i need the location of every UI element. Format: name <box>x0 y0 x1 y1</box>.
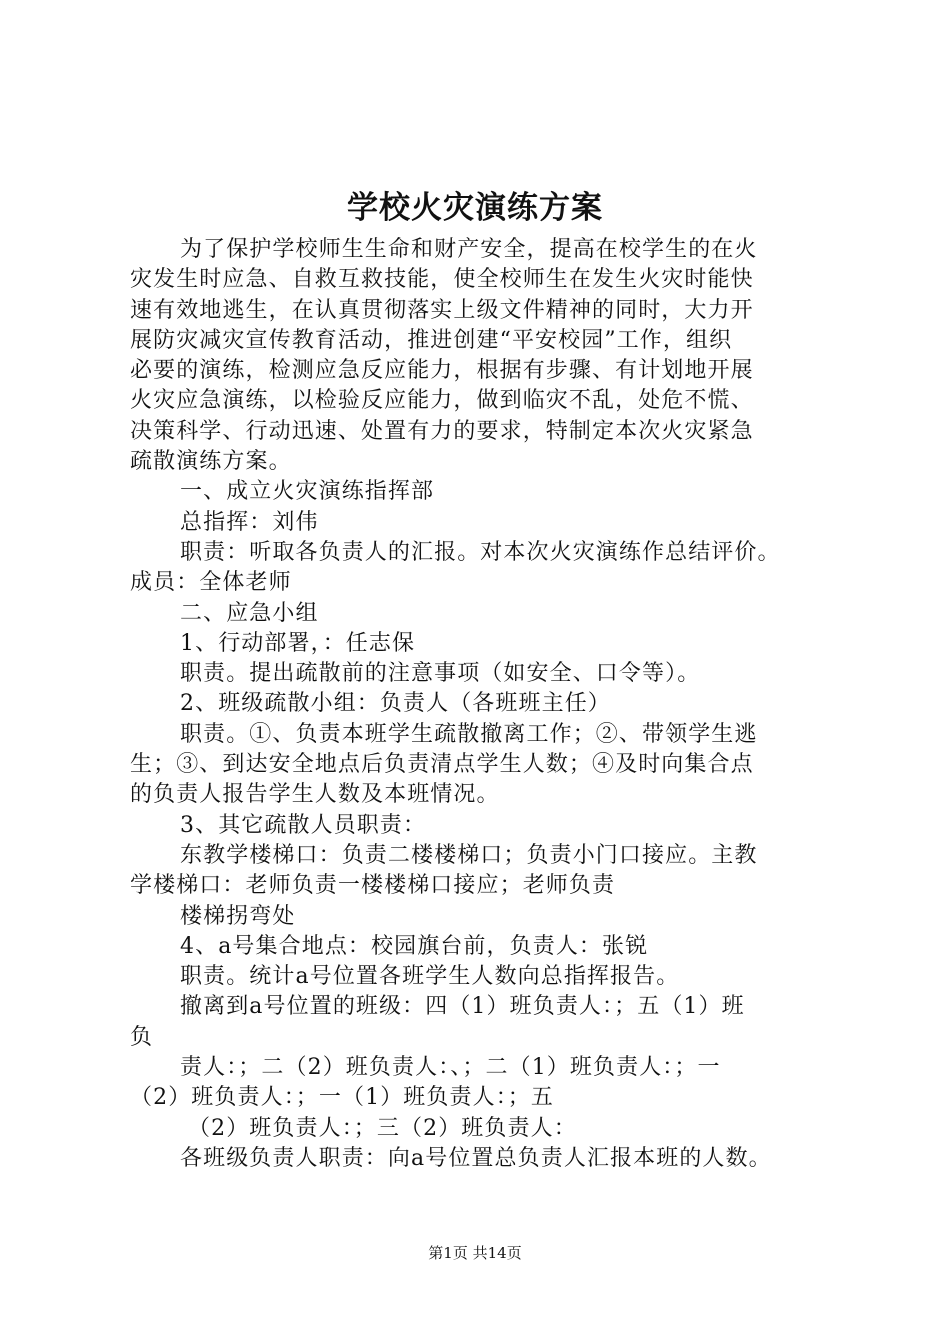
body-line: 责人：；二（2）班负责人：、；二（1）班负责人：；一 <box>180 1055 721 1081</box>
body-line: 各班级负责人职责：向a号位置总负责人汇报本班的人数。 <box>180 1145 772 1171</box>
body-line: 灾发生时应急、自救互救技能，使全校师生在发生火灾时能快 <box>130 267 754 293</box>
page-number: 第1页 共14页 <box>428 1244 522 1262</box>
body-line: 3、其它疏散人员职责： <box>180 812 427 838</box>
body-line: 职责。统计a号位置各班学生人数向总指挥报告。 <box>180 964 680 990</box>
body-line: 4、a号集合地点：校园旗台前，负责人：张锐 <box>180 933 649 959</box>
body-line: 生；③、到达安全地点后负责清点学生人数；④及时向集合点 <box>130 752 754 778</box>
body-line: 撤离到a号位置的班级：四（1）班负责人：；五（1）班 <box>180 994 745 1020</box>
body-line: 职责。提出疏散前的注意事项（如安全、口令等）。 <box>180 661 701 687</box>
body-line: 疏散演练方案。 <box>130 449 292 475</box>
body-line: 总指挥：刘伟 <box>180 509 319 535</box>
body-line: 职责。①、负责本班学生疏散撤离工作；②、带领学生逃 <box>180 721 758 747</box>
section-heading: 一、成立火灾演练指挥部 <box>180 479 435 505</box>
section-heading: 二、应急小组 <box>180 600 319 626</box>
body-line: 职责：听取各负责人的汇报。对本次火灾演练作总结评价。 <box>180 539 781 565</box>
body-line: 决策科学、行动迅速、处置有力的要求，特制定本次火灾紧急 <box>130 418 754 444</box>
body-line: 负 <box>130 1024 154 1050</box>
body-line: 楼梯拐弯处 <box>180 903 296 929</box>
body-line: （2）班负责人：；三（2）班负责人： <box>188 1115 577 1141</box>
document-body <box>130 235 850 1174</box>
body-line: 为了保护学校师生生命和财产安全，提高在校学生的在火 <box>180 237 758 262</box>
body-line: 1、行动部署，：任志保 <box>180 630 416 656</box>
body-line: 东教学楼梯口：负责二楼楼梯口；负责小门口接应。主教 <box>180 842 758 868</box>
body-line: 的负责人报告学生人数及本班情况。 <box>130 782 500 808</box>
body-line: 学楼梯口：老师负责一楼楼梯口接应；老师负责 <box>130 873 616 899</box>
body-line: 成员：全体老师 <box>130 570 292 596</box>
body-line: 速有效地逃生，在认真贯彻落实上级文件精神的同时，大力开 <box>130 297 754 323</box>
body-line: 2、班级疏散小组：负责人（各班班主任） <box>180 691 611 717</box>
body-line: 必要的演练，检测应急反应能力，根据有步骤、有计划地开展 <box>130 358 754 384</box>
body-line: 火灾应急演练，以检验反应能力，做到临灾不乱，处危不慌、 <box>130 388 754 414</box>
body-line: （2）班负责人：；一（1）班负责人：；五 <box>130 1085 554 1111</box>
body-line: 展防灾减灾宣传教育活动，推进创建“平安校园”工作，组织 <box>130 327 733 353</box>
document-title: 学校火灾演练方案 <box>347 190 603 226</box>
